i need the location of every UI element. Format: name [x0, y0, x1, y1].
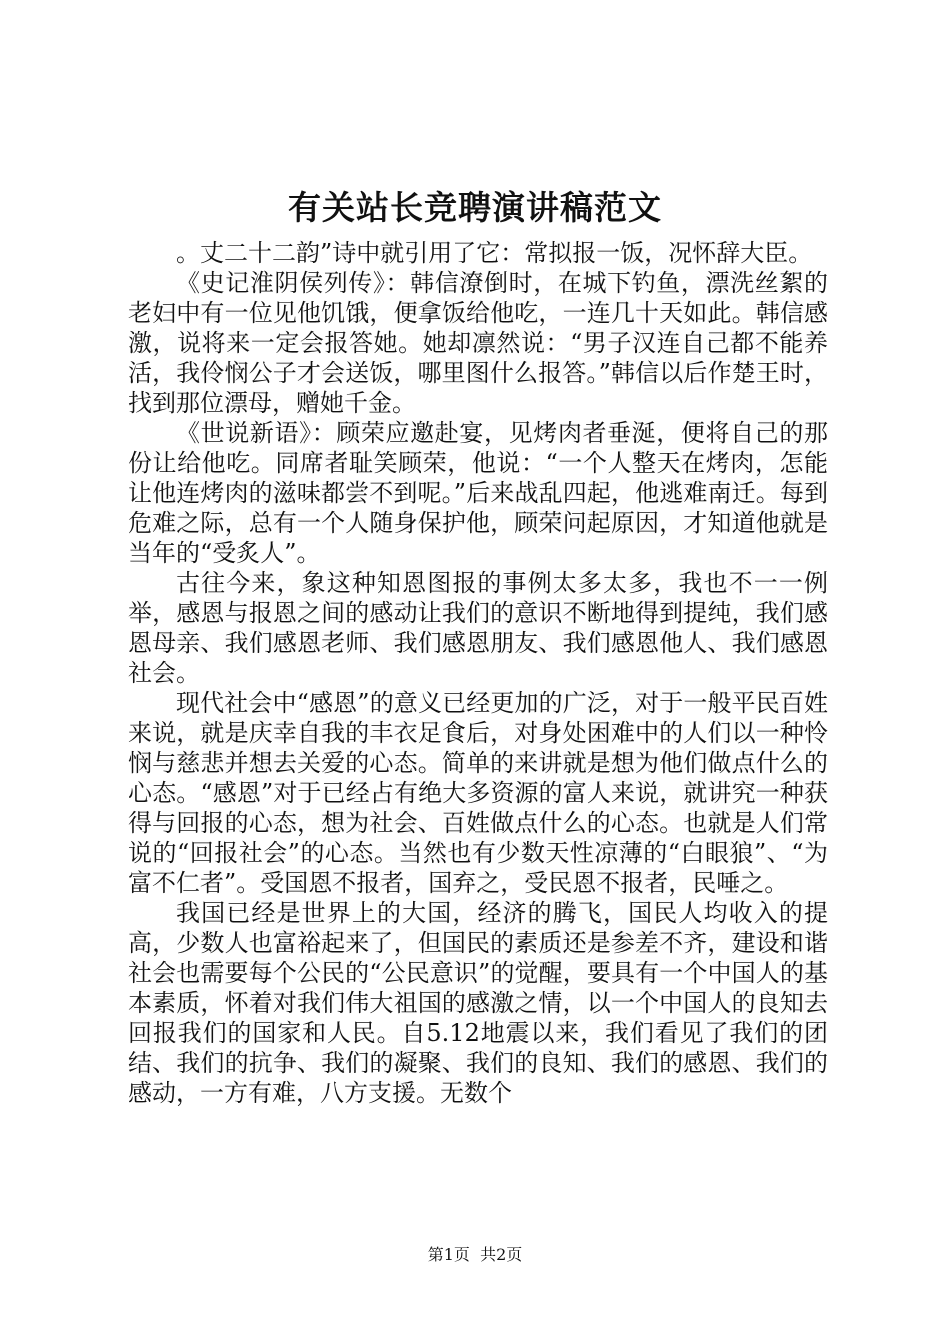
paragraph-5: 现代社会中“感恩”的意义已经更加的广泛，对于一般平民百姓来说，就是庆幸自我的丰衣足食后，对身处困难中的人们以一种怜悯与慈悲并想去关爱的心态。简单的来讲就是想为他们做点什么的心态。“感恩”对于已经占有绝大多资源的富人来说，就讲究一种获得与回报的心态，想为社会、百姓做点什么的心态。也就是人们常说的“回报社会”的心态。当然也有少数天性凉薄的“白眼狼”、“为富不仁者”。受国恩不报者，国弃之，受民恩不报者，民唾之。 [128, 689, 828, 897]
paragraph-2: 《史记淮阴侯列传》：韩信潦倒时，在城下钓鱼，漂洗丝絮的老妇中有一位见他饥饿，便拿饭给他吃，一连几十天如此。韩信感激，说将来一定会报答她。她却凛然说：“男子汉连自己都不能养活，我伶悯公子才会送饭，哪里图什么报答。”韩信以后作楚王时，找到那位漂母，赠她千金。 [128, 269, 828, 417]
page-number: 第1页 共2页 [427, 1245, 523, 1264]
paragraph-6: 我国已经是世界上的大国，经济的腾飞，国民人均收入的提高，少数人也富裕起来了，但国民的素质还是参差不齐，建设和谐社会也需要每个公民的“公民意识”的觉醒，要具有一个中国人的基本素质，怀着对我们伟大祖国的感激之情，以一个中国人的良知去回报我们的国家和人民。自5.12地震以来，我们看见了我们的团结、我们的抗争、我们的凝聚、我们的良知、我们的感恩、我们的感动，一方有难，八方支援。无数个 [128, 899, 828, 1107]
document-body [128, 238, 828, 1108]
paragraph-4: 古往今来，象这种知恩图报的事例太多太多，我也不一一例举，感恩与报恩之间的感动让我们的意识不断地得到提纯，我们感恩母亲、我们感恩老师、我们感恩朋友、我们感恩他人、我们感恩社会。 [128, 569, 828, 687]
paragraph-3: 《世说新语》：顾荣应邀赴宴，见烤肉者垂涎，便将自己的那份让给他吃。同席者耻笑顾荣，他说：“一个人整天在烤肉，怎能让他连烤肉的滋味都尝不到呢。”后来战乱四起，他逃难南迁。每到危难之际，总有一个人随身保护他，顾荣问起原因，才知道他就是当年的“受炙人”。 [128, 419, 828, 567]
document-title: 有关站长竞聘演讲稿范文 [288, 188, 662, 227]
paragraph-1: 。丈二十二韵”诗中就引用了它：常拟报一饭，况怀辞大臣。 [176, 239, 813, 267]
page-footer [0, 1244, 950, 1266]
